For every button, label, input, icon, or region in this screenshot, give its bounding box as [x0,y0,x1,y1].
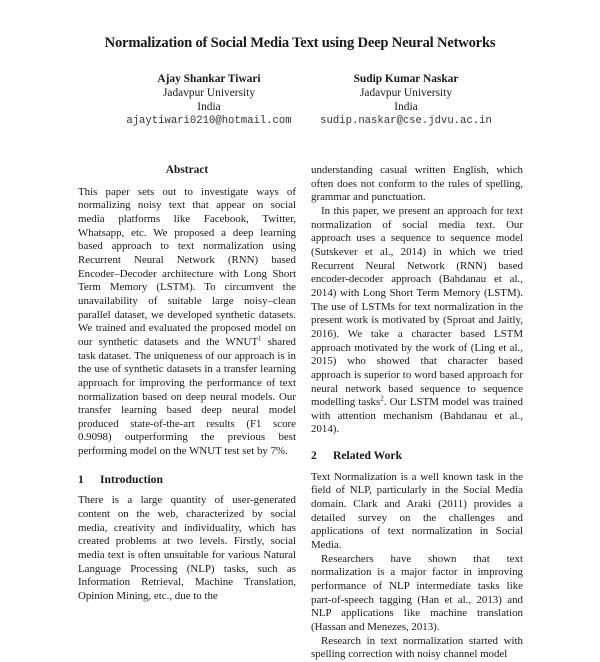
paragraph: Researchers have shown that text normalization is a major factor in improving performance of NLP intermediate tasks like part-of-speech tagging (Han et al., 2013) and NLP applications like machine translation (Hassan and Menezes, 2013). [311,552,523,633]
right-column [311,164,523,662]
paragraph [311,205,523,437]
author-affiliation: Jadavpur University [359,87,453,99]
author-country: India [197,101,221,113]
section-heading-introduction [78,473,296,487]
left-column [78,164,296,604]
author-name: Sudip Kumar Naskar [353,73,459,85]
section-number: 2 [311,449,317,463]
author-email: ajaytiwari0210@hotmail.com [126,115,292,127]
abstract-text [78,186,296,459]
author-name: Ajay Shankar Tiwari [157,73,261,85]
section-heading-related-work [311,449,523,463]
section-title: Related Work [333,449,403,463]
abstract-heading: Abstract [165,164,209,176]
section-number: 1 [78,472,84,486]
paper-title: Normalization of Social Media Text using Deep Neural Networks [104,35,496,51]
abstract-text-part1: This paper sets out to investigate ways of normalizing noisy text that appear on social media platforms like Facebook, Twitter, Whatsapp, etc. We proposed a deep learning based approach to text normalization using Recurrent Neural Network (RNN) based Encoder–Decoder architecture with Long Short Term Memory (LSTM). To circumvent the unavailability of suitable large noisy–clean parallel dataset, we developed synthetic datasets. We trained and evaluated the proposed model on our synthetic datasets and the WNUT [78,185,296,348]
paragraph-part1: In this paper, we present an approach for text normalization of social media text. Our approach uses a sequence to sequence model (Sutskever et al., 2014) in which we tried Recurrent Neural Network (RNN) based encoder-decoder approach (Bahdanau et al., 2014) with Long Short Term Memory (LSTM). The use of LSTMs for text normalization in the present work is motivated by (Sproat and Jaitly, 2016). We take a character based LSTM approach motivated by the work of (Ling et al., 2015) who showed that character based approach is superior to word based approach for neural network based sequence to sequence modelling tasks [311,204,523,409]
author-email: sudip.naskar@cse.jdvu.ac.in [320,115,492,127]
section-title: Introduction [100,472,163,486]
abstract-text-part2: shared task dataset. The uniqueness of our approach is in the use of synthetic datasets in a transfer learning approach for improving the performance of text normalization based on deep neural models. Our transfer learning based deep neural model produced state-of-the-art results (F1 score 0.9098) outperforming the previous best performing model on the WNUT test set by 7%. [78,335,296,458]
footnote-mark: 2 [380,394,384,403]
paragraph: There is a large quantity of user-generated content on the web, characterized by social media, creativity and individuality, which has created problems at two levels. Firstly, social media text is often unsuitable for various Natural Language Processing (NLP) tasks, such as Information Retrieval, Machine Translation, Opinion Mining, etc., due to the [78,494,296,603]
footnote-mark: 1 [258,334,262,343]
author-affiliation: Jadavpur University [162,87,256,99]
paragraph: Text Normalization is a well known task in the field of NLP, particularly in the Social Media domain. Clark and Araki (2011) provides a detailed survey on the challenges and applications of text normalization in Social Media. [311,470,523,552]
paragraph: Research in text normalization started with spelling correction with noisy channel model [311,634,523,661]
paragraph: understanding casual written English, which often does not conform to the rules of spelling, grammar and punctuation. [311,164,523,204]
author-block-2 [296,72,516,128]
author-country: India [394,101,418,113]
paragraph-part2: . Our LSTM model was trained with attention mechanism (Bahdanau et al., 2014). [311,396,523,436]
